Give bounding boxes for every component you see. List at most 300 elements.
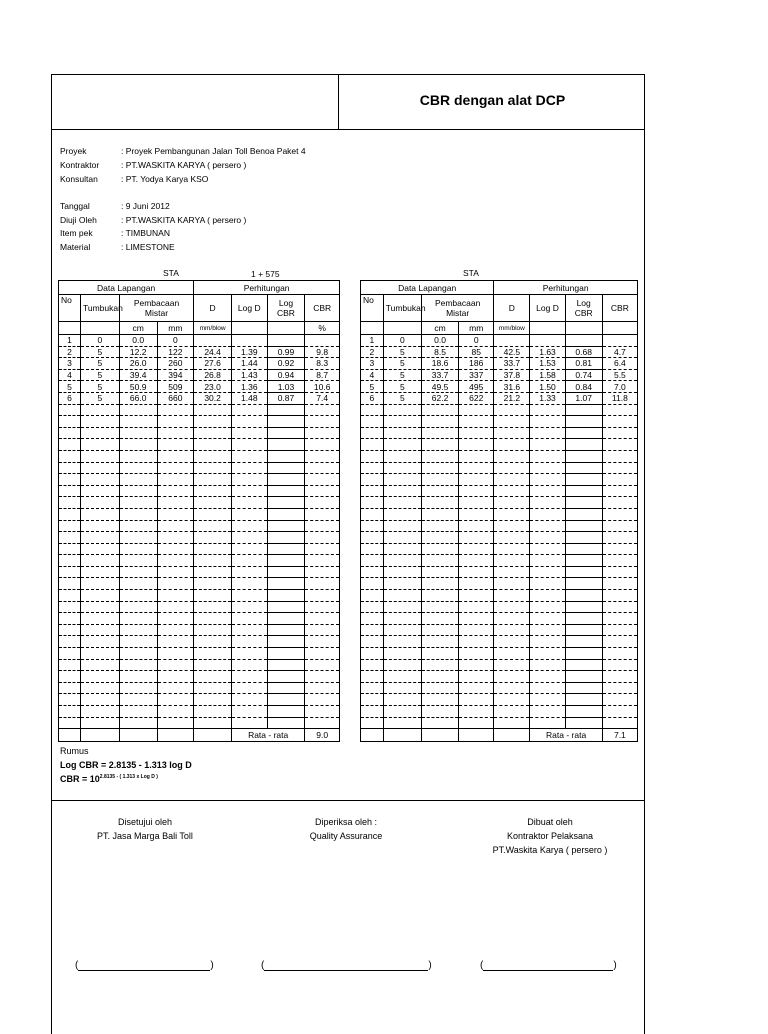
cell-log-d [530, 497, 565, 509]
cell-mm [459, 648, 494, 660]
cell-tumbukan [81, 497, 120, 509]
cell-mm [459, 404, 494, 416]
cell-no [59, 590, 81, 602]
cell-log-cbr [267, 450, 305, 462]
cell-cbr [602, 648, 637, 660]
cell-cbr [305, 671, 340, 683]
cell-cm [119, 590, 157, 602]
cell-empty [194, 729, 232, 742]
cell-d [494, 508, 530, 520]
cell-no: 4 [59, 369, 81, 381]
cell-tumbukan [383, 682, 421, 694]
cell-empty [421, 729, 458, 742]
cell-log-cbr [267, 717, 305, 729]
cell-cbr [305, 613, 340, 625]
unit-cm: cm [119, 322, 157, 335]
cell-tumbukan [81, 566, 120, 578]
unit-tumbukan [81, 322, 120, 335]
table-row [361, 520, 638, 532]
signature-made-title: Dibuat oleh [527, 817, 573, 827]
cell-d [494, 474, 530, 486]
cell-mm [157, 555, 194, 567]
cell-log-d [530, 613, 565, 625]
cell-cbr [305, 543, 340, 555]
cell-empty [81, 729, 120, 742]
cell-mm [157, 485, 194, 497]
cell-d: 23.0 [194, 381, 232, 393]
cell-tumbukan [383, 439, 421, 451]
cell-tumbukan: 5 [383, 392, 421, 404]
cell-log-cbr [267, 520, 305, 532]
cell-log-cbr [565, 624, 602, 636]
cell-log-cbr [565, 659, 602, 671]
cell-cbr [305, 706, 340, 718]
header-group-row [59, 281, 340, 295]
cell-log-d [530, 624, 565, 636]
cell-cm [119, 566, 157, 578]
cell-cbr: 11.8 [602, 392, 637, 404]
cell-log-d [530, 439, 565, 451]
cell-log-d [231, 613, 267, 625]
cell-cm [119, 578, 157, 590]
cell-tumbukan [383, 543, 421, 555]
cell-cm [421, 462, 458, 474]
cell-empty [494, 729, 530, 742]
cell-cbr [305, 659, 340, 671]
cell-cm [119, 694, 157, 706]
cell-tumbukan [383, 416, 421, 428]
cell-log-d [231, 462, 267, 474]
cell-cm [119, 520, 157, 532]
table-row [59, 636, 340, 648]
cell-log-cbr [267, 427, 305, 439]
table-row [361, 555, 638, 567]
table-row [59, 648, 340, 660]
info-value: : PT. Yodya Karya KSO [121, 174, 209, 184]
cell-mm [157, 462, 194, 474]
header-column-row [59, 295, 340, 322]
cell-cbr [602, 717, 637, 729]
cell-log-cbr [565, 578, 602, 590]
cell-d [494, 404, 530, 416]
cell-cbr [305, 404, 340, 416]
cell-d [494, 416, 530, 428]
cell-cm: 26.0 [119, 358, 157, 370]
cell-tumbukan [81, 636, 120, 648]
cell-log-d [231, 694, 267, 706]
cell-d [494, 636, 530, 648]
cell-cbr [602, 462, 637, 474]
paren-close: ) [428, 960, 432, 971]
cell-cbr [602, 601, 637, 613]
cell-no [59, 474, 81, 486]
cell-no [59, 659, 81, 671]
cell-no [361, 462, 384, 474]
table-row [59, 543, 340, 555]
info-label: Proyek [60, 146, 87, 156]
cell-log-cbr [565, 335, 602, 347]
cell-no [361, 590, 384, 602]
cell-d [494, 671, 530, 683]
cell-no: 1 [361, 335, 384, 347]
cell-tumbukan [383, 462, 421, 474]
info-value: : Proyek Pembangunan Jalan Toll Benoa Paket 4 [121, 146, 306, 156]
cell-log-d [231, 624, 267, 636]
table-row [361, 439, 638, 451]
cell-cm: 0.0 [119, 335, 157, 347]
cell-log-d: 1.36 [231, 381, 267, 393]
cell-d [494, 520, 530, 532]
cell-tumbukan [383, 671, 421, 683]
cell-log-cbr: 0.94 [267, 369, 305, 381]
cell-no: 5 [59, 381, 81, 393]
cell-no [59, 497, 81, 509]
cell-d [494, 566, 530, 578]
right-sta-label: STA [463, 268, 479, 278]
cell-log-cbr [267, 613, 305, 625]
cell-log-cbr [565, 682, 602, 694]
cell-log-cbr [565, 601, 602, 613]
table-row [59, 682, 340, 694]
cell-cbr: 10.6 [305, 381, 340, 393]
cell-cm [421, 508, 458, 520]
cell-mm [459, 416, 494, 428]
cell-no [361, 682, 384, 694]
cell-d [494, 590, 530, 602]
cell-mm [459, 578, 494, 590]
cell-cbr [305, 427, 340, 439]
cell-tumbukan [383, 706, 421, 718]
table-row [361, 682, 638, 694]
cell-cbr [602, 555, 637, 567]
cell-log-cbr [565, 497, 602, 509]
cell-tumbukan [383, 694, 421, 706]
cell-cbr [602, 497, 637, 509]
cell-log-cbr: 0.99 [267, 346, 305, 358]
cell-no: 5 [361, 381, 384, 393]
table-row [59, 508, 340, 520]
cell-cm [421, 450, 458, 462]
cell-tumbukan [81, 416, 120, 428]
cell-cbr [602, 427, 637, 439]
cell-tumbukan: 5 [81, 381, 120, 393]
cell-mm [459, 485, 494, 497]
cell-cbr [305, 694, 340, 706]
cell-log-d [530, 659, 565, 671]
cell-d [494, 717, 530, 729]
cell-cm [421, 648, 458, 660]
cell-d [494, 682, 530, 694]
cell-log-cbr [565, 485, 602, 497]
cell-cm [119, 497, 157, 509]
cell-mm [459, 497, 494, 509]
cell-no [361, 648, 384, 660]
table-row [361, 532, 638, 544]
cell-d [494, 613, 530, 625]
cell-log-cbr [565, 416, 602, 428]
average-row [361, 729, 638, 742]
info-value: : PT.WASKITA KARYA ( persero ) [121, 215, 247, 225]
cell-mm [157, 474, 194, 486]
cell-mm [459, 694, 494, 706]
cell-cbr [305, 439, 340, 451]
cell-tumbukan [81, 439, 120, 451]
cell-log-cbr [565, 439, 602, 451]
cell-cbr [305, 450, 340, 462]
cell-tumbukan [81, 624, 120, 636]
table-row [59, 566, 340, 578]
cell-d [194, 416, 232, 428]
table-row [361, 346, 638, 358]
table-row [361, 543, 638, 555]
cell-cbr [305, 520, 340, 532]
cell-mm: 122 [157, 346, 194, 358]
cell-cm: 12.2 [119, 346, 157, 358]
cell-tumbukan [383, 520, 421, 532]
cell-mm [157, 613, 194, 625]
signature-approved-title: Disetujui oleh [117, 817, 173, 827]
cell-cm [421, 439, 458, 451]
cell-cm [119, 485, 157, 497]
cell-log-d: 1.50 [530, 381, 565, 393]
header-log-d: Log D [530, 295, 565, 322]
table-row [361, 358, 638, 370]
unit-log-d [530, 322, 565, 335]
cell-log-cbr [565, 543, 602, 555]
cell-cm: 49.5 [421, 381, 458, 393]
cell-log-cbr [565, 694, 602, 706]
cell-no: 2 [59, 346, 81, 358]
cell-cbr [602, 335, 637, 347]
cell-log-d [231, 671, 267, 683]
cell-log-cbr [267, 485, 305, 497]
info-label: Material [60, 242, 91, 252]
header-tumbukan: Tumbukan [81, 295, 120, 322]
cell-cm: 66.0 [119, 392, 157, 404]
cell-no [59, 706, 81, 718]
cell-d: 26.8 [194, 369, 232, 381]
cell-log-d [530, 566, 565, 578]
cell-log-cbr [565, 636, 602, 648]
cell-cbr [602, 613, 637, 625]
cell-cm [119, 624, 157, 636]
header-log-cbr-line1: Log [576, 298, 591, 308]
table-row [361, 648, 638, 660]
cell-log-d [530, 335, 565, 347]
cell-no [59, 508, 81, 520]
table-row [361, 636, 638, 648]
info-label: Kontraktor [60, 160, 100, 170]
table-row [59, 462, 340, 474]
cell-mm [157, 404, 194, 416]
cell-cm [421, 613, 458, 625]
cell-cm [119, 439, 157, 451]
cell-cbr: 9.8 [305, 346, 340, 358]
cell-cm [421, 520, 458, 532]
cell-mm [459, 508, 494, 520]
cell-cbr [602, 624, 637, 636]
info-value: : 9 Juni 2012 [121, 201, 170, 211]
header-log-cbr-line2: CBR [276, 308, 295, 318]
header-unit-row [59, 322, 340, 335]
cell-no: 1 [59, 335, 81, 347]
cell-log-cbr [267, 601, 305, 613]
cell-no: 3 [59, 358, 81, 370]
paren-open: ( [75, 960, 79, 971]
cell-tumbukan [81, 485, 120, 497]
cell-no: 4 [361, 369, 384, 381]
cell-d [194, 590, 232, 602]
cell-mm [157, 648, 194, 660]
table-row [361, 590, 638, 602]
cell-no [59, 578, 81, 590]
cell-log-d [530, 543, 565, 555]
cell-mm [157, 578, 194, 590]
cell-d [494, 450, 530, 462]
table-row [361, 335, 638, 347]
cell-log-d [231, 717, 267, 729]
table-row [361, 404, 638, 416]
cell-mm: 394 [157, 369, 194, 381]
header-d: D [494, 295, 530, 322]
cell-empty [157, 729, 194, 742]
table-row [59, 335, 340, 347]
table-row [361, 694, 638, 706]
cell-d [194, 578, 232, 590]
unit-mm: mm [157, 322, 194, 335]
info-label: Diuji Oleh [60, 215, 97, 225]
cell-cm [421, 624, 458, 636]
table-row [59, 659, 340, 671]
cell-mm: 0 [157, 335, 194, 347]
cell-log-cbr [267, 474, 305, 486]
cell-no [361, 601, 384, 613]
table-row [59, 427, 340, 439]
cell-mm: 622 [459, 392, 494, 404]
cell-log-d [530, 706, 565, 718]
unit-mm-blow: mm/blow [494, 322, 530, 335]
paren-open: ( [480, 960, 484, 971]
cell-cm [119, 671, 157, 683]
cell-d [494, 624, 530, 636]
cell-tumbukan [383, 613, 421, 625]
cell-no [361, 555, 384, 567]
cell-tumbukan [81, 694, 120, 706]
cell-no [361, 416, 384, 428]
cell-log-d [530, 508, 565, 520]
table-row [59, 706, 340, 718]
cell-log-d [231, 404, 267, 416]
cell-log-cbr [565, 532, 602, 544]
cell-tumbukan [383, 636, 421, 648]
cell-log-d [231, 648, 267, 660]
table-row [361, 450, 638, 462]
cell-tumbukan [81, 555, 120, 567]
cell-mm [157, 706, 194, 718]
table-row [361, 717, 638, 729]
cell-tumbukan [383, 508, 421, 520]
cell-cm [119, 659, 157, 671]
cell-tumbukan [383, 648, 421, 660]
cell-log-d [231, 427, 267, 439]
table-row [361, 369, 638, 381]
cell-cm [119, 474, 157, 486]
header-tumbukan: Tumbukan [383, 295, 421, 322]
signature-line-made [480, 960, 617, 971]
cell-no [361, 578, 384, 590]
cell-no [361, 497, 384, 509]
table-row [59, 358, 340, 370]
cell-log-d [530, 694, 565, 706]
average-row [59, 729, 340, 742]
cell-log-d: 1.63 [530, 346, 565, 358]
table-row [59, 485, 340, 497]
cell-d [194, 648, 232, 660]
cell-log-d [231, 474, 267, 486]
cell-tumbukan: 5 [383, 346, 421, 358]
cell-no [361, 520, 384, 532]
cell-log-d [231, 532, 267, 544]
cell-mm [459, 636, 494, 648]
table-row [59, 671, 340, 683]
cell-tumbukan [383, 659, 421, 671]
cell-tumbukan [81, 427, 120, 439]
signature-approved-org: PT. Jasa Marga Bali Toll [97, 831, 193, 841]
header-cbr: CBR [602, 295, 637, 322]
header-pembacaan-line2: Mistar [144, 308, 169, 318]
table-row [59, 439, 340, 451]
cell-cm [421, 590, 458, 602]
cell-no [59, 427, 81, 439]
header-log-cbr-line2: CBR [574, 308, 593, 318]
cell-log-cbr [267, 335, 305, 347]
cell-log-d [530, 717, 565, 729]
cell-cm [421, 532, 458, 544]
cell-cbr [602, 543, 637, 555]
cell-d [494, 497, 530, 509]
cell-no [361, 636, 384, 648]
cell-cm [421, 474, 458, 486]
cell-cbr [602, 520, 637, 532]
header-log-cbr [565, 295, 602, 322]
cell-d [194, 613, 232, 625]
table-row [59, 578, 340, 590]
cell-cm [421, 601, 458, 613]
cell-cm [421, 485, 458, 497]
cell-cbr [602, 508, 637, 520]
cell-log-cbr [267, 416, 305, 428]
cell-log-cbr: 1.07 [565, 392, 602, 404]
cell-d: 21.2 [494, 392, 530, 404]
average-label: Rata - rata [231, 729, 304, 742]
cell-cm [119, 648, 157, 660]
cell-log-d [231, 335, 267, 347]
cell-log-d [231, 485, 267, 497]
cell-d: 42.5 [494, 346, 530, 358]
cell-d [194, 601, 232, 613]
cell-d [194, 682, 232, 694]
cell-cm [421, 543, 458, 555]
table-row [361, 474, 638, 486]
cell-cbr [305, 648, 340, 660]
cell-d [494, 532, 530, 544]
cell-no [59, 450, 81, 462]
cell-cm [119, 613, 157, 625]
cell-no [361, 694, 384, 706]
cell-log-d: 1.58 [530, 369, 565, 381]
cell-d [494, 659, 530, 671]
cell-log-d [231, 543, 267, 555]
